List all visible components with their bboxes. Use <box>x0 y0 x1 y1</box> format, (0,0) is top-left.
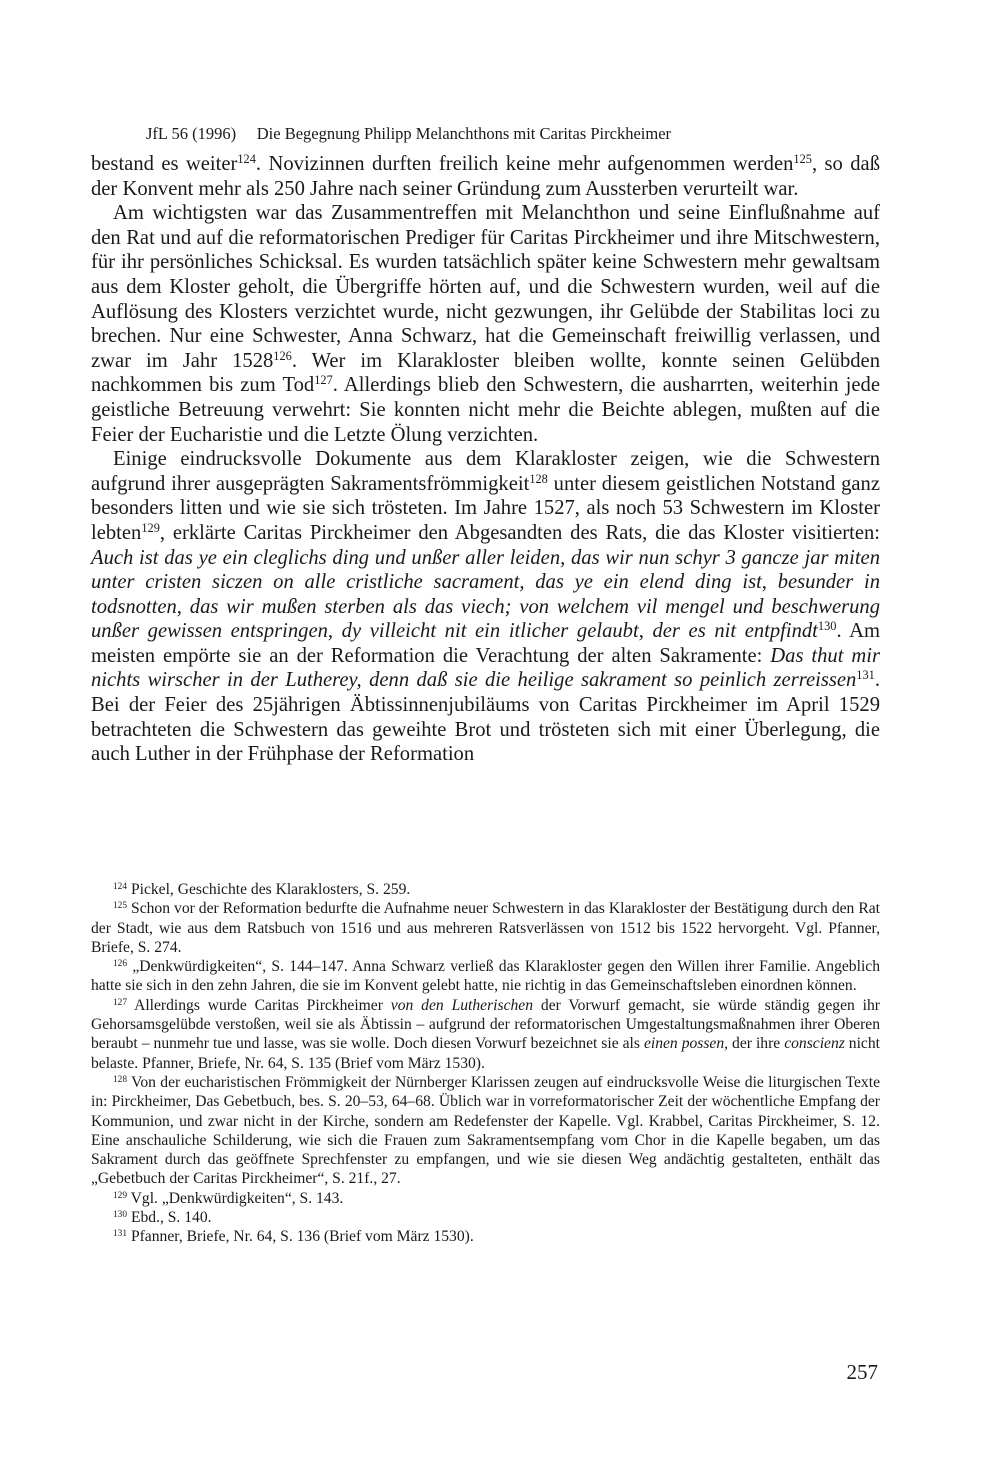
text-run: Pickel, Geschichte des Klaraklosters, S. 259. <box>127 881 411 898</box>
footnote-ref: 127 <box>314 373 333 388</box>
footnote-ref: 128 <box>113 1074 128 1085</box>
text-run: . Allerdings blieb den Schwestern, die ausharrten, weiterhin jede geistliche Betreuung verwehrt: Sie konnten nicht mehr die Beichte ablegen, mußten auf die Feier der Eucharistie und die Letzte Ölung verzichten. <box>91 374 880 446</box>
page-number: 257 <box>846 1360 878 1384</box>
text-run: Ebd., S. 140. <box>127 1209 212 1227</box>
footnote <box>91 1208 880 1227</box>
text-run: Allerdings wurde Caritas Pirckheimer <box>127 996 391 1014</box>
text-run: nicht belaste. Pfanner, Briefe, Nr. 64, S. 135 (Brief vom März 1530). <box>91 1035 880 1072</box>
italic-quote: einen possen, <box>643 1035 729 1053</box>
text-run: , erklärte Caritas Pirckheimer den Abgesandten des Rats, die das Kloster visitierten: <box>159 521 880 544</box>
footnote-ref: 125 <box>793 152 812 167</box>
paragraph <box>91 447 880 767</box>
text-run: . Wer im Klarakloster bleiben wollte, konnte seinen Gelübden nachkommen bis zum Tod <box>91 349 880 397</box>
text-run: „Denkwürdigkeiten“, S. 144–147. Anna Schwarz verließ das Klarakloster gegen den Willen ihrer Familie. Angeblich hatte sie sich in den zehn Jahren, die sie im Konvent gelebt hatte, nie richtig in das Gemeinschaftsleben einordnen können. <box>91 958 880 995</box>
footnote-ref: 131 <box>856 668 875 683</box>
italic-quote: conscienz <box>784 1035 845 1053</box>
footnote-ref: 130 <box>113 1209 128 1220</box>
footnote-ref: 127 <box>113 997 128 1008</box>
footnote <box>91 957 880 996</box>
text-run: . Am meisten empörte sie an der Reformation die Verachtung der alten Sakramente: <box>91 620 880 667</box>
footnote <box>91 1227 880 1246</box>
paragraph <box>91 201 880 447</box>
footnote-ref: 124 <box>237 152 256 167</box>
footnote <box>91 1073 880 1189</box>
footnote-ref: 131 <box>113 1229 128 1240</box>
italic-quote: Das thut mir nichts wirscher in der Lutherey, denn daß sie die heilige sakrament so peinlich zerreissen <box>91 644 880 692</box>
footnote-ref: 129 <box>141 521 160 536</box>
footnote-ref: 124 <box>113 881 128 892</box>
text-run: Von der eucharistischen Frömmigkeit der Nürnberger Klarissen zeugen auf eindrucksvolle Weise die liturgischen Texte in: Pirckheimer, Das Gebetbuch, bes. S. 20–53, 64–68. Üblich war in vorreformatorischer Zeit der wöchentliche Empfang der Kommunion, und zwar nicht in der Kirche, sondern am Redefenster der Kapelle. Vgl. Krabbel, Caritas Pirckheimer, S. 12. Eine anschauliche Schilderung, wie sich die Frauen zum Sakramentsempfang vom Chor in die Kapelle begaben, um das Sakrament durch das geöffnete Sprechfenster zu empfangen, und wie sie diesen Weg andächtig gestalteten, enthält das „Gebetbuch der Caritas Pirckheimer“, S. 21f., 27. <box>91 1073 880 1188</box>
text-run: unter diesem geistlichen Notstand ganz besonders litten und wie sie sich trösteten. Im Jahre 1527, als noch 53 Schwestern im Kloster lebten <box>91 472 880 544</box>
text-run: Schon vor der Reformation bedurfte die Aufnahme neuer Schwestern in das Klarakloster der Bestätigung durch den Rat der Stadt, wie aus dem Ratsbuch von 1516 und aus mehreren Ratsverlässen von 1512 bis 1522 hervorgeht. Vgl. Pfanner, Briefe, S. 274. <box>91 900 880 956</box>
italic-quote: Auch ist das ye ein cleglichs ding und unßer aller leiden, das wir nun schyr 3 gancze jar miten unter cristen siczen on alle cristliche sacrament, das ye ein elend ding ist, besunder in todsnotten, das wir mußen sterben als das viech; von welchem vil mengel und beschwerung unßer gewissen entspringen, dy villeicht nit ein itlicher gelaubt, der es nit entpfindt <box>91 546 880 643</box>
running-head: JfL 56 (1996) Die Begegnung Philipp Melanchthons mit Caritas Pirckheimer <box>146 124 672 143</box>
footnote-ref: 130 <box>817 619 837 634</box>
footnotes <box>91 880 880 1247</box>
text-run: , so daß der Konvent mehr als 250 Jahre nach seiner Gründung zum Aussterben verurteilt war. <box>91 153 880 200</box>
paragraph <box>91 152 880 201</box>
text-run: . Novizinnen durften freilich keine mehr aufgenommen werden <box>255 153 794 175</box>
footnote <box>91 996 880 1073</box>
footnote-ref: 126 <box>273 348 292 363</box>
footnote-ref: 125 <box>113 901 128 912</box>
footnote-ref: 129 <box>113 1190 128 1201</box>
footnote-ref: 128 <box>529 471 548 486</box>
footnote <box>91 1189 880 1208</box>
footnote-ref: 126 <box>113 959 128 970</box>
footnote <box>91 899 880 957</box>
footnote <box>91 880 880 899</box>
text-run: Pfanner, Briefe, Nr. 64, S. 136 (Brief vom März 1530). <box>127 1228 474 1246</box>
text-run: Am wichtigsten war das Zusammentreffen mit Melanchthon und seine Einflußnahme auf den Rat und auf die reformatorischen Prediger für Caritas Pirckheimer und ihre Mitschwestern, für ihr persönliches Schicksal. Es wurden tatsächlich später keine Schwestern mehr gewaltsam aus dem Kloster geholt, die Übergriffe hörten auf, und die Schwestern wurden, weil auf die Auflösung des Klosters verzichtet wurde, nicht gezwungen, ihr Gelübde der Stabilitas loci zu brechen. Nur eine Schwester, Anna Schwarz, hat die Gemeinschaft freiwillig verlassen, und zwar im Jahr 1528 <box>91 202 880 372</box>
text-run: . Bei der Feier des 25jährigen Äbtissinnenjubiläums von Caritas Pirckheimer im April 1529 betrachteten die Schwestern das geweihte Brot und trösteten sich mit einer Überlegung, die auch Luther in der Frühphase der Reformation <box>91 669 880 766</box>
text-run: der Vorwurf gemacht, sie würde ständig gegen ihr Gehorsamsgelübde verstoßen, weil sie als Äbtissin – aufgrund der reformatorischen Umgestaltungsmaßnahmen ihrer Oberen beraubt – nunmehr tue und lasse, was sie wolle. Doch diesen Vorwurf bezeichnet sie als <box>91 996 880 1053</box>
text-run: bestand es weiter <box>91 153 238 175</box>
text-run: Vgl. „Denkwürdigkeiten“, S. 143. <box>127 1189 344 1207</box>
main-text <box>91 152 880 767</box>
text-run: Einige eindrucksvolle Dokumente aus dem Klarakloster zeigen, wie die Schwestern aufgrund ihrer ausgeprägten Sakramentsfrömmigkeit <box>91 448 880 495</box>
text-run: der ihre <box>728 1035 785 1053</box>
italic-quote: von den Lutherischen <box>390 996 534 1014</box>
